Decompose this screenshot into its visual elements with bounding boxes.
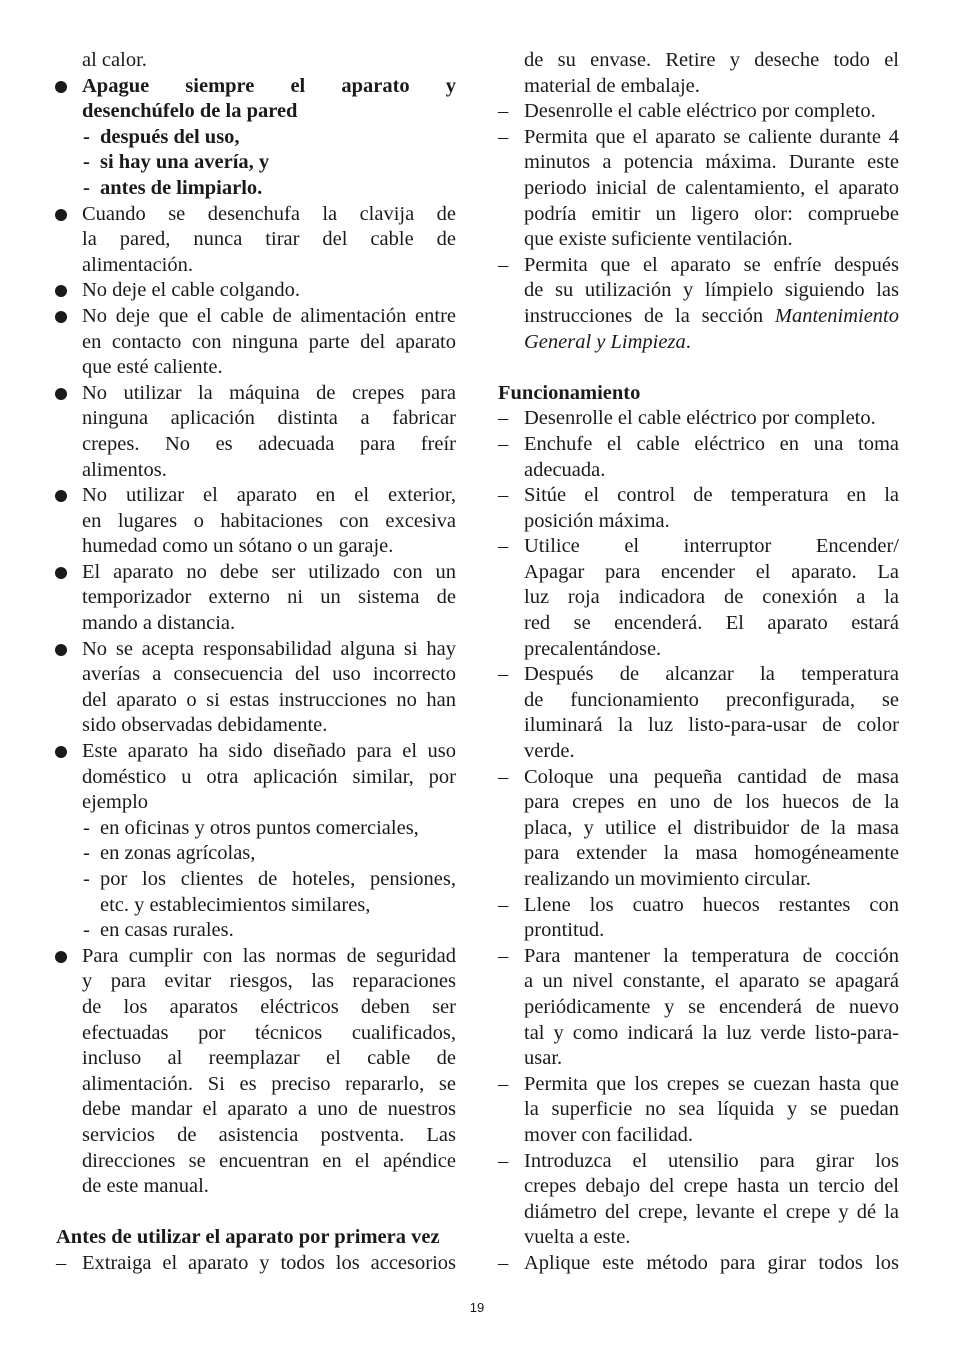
bullet-icon bbox=[55, 951, 67, 963]
text-line: desenchúfelo de la pared bbox=[82, 100, 298, 123]
dash-icon: – bbox=[498, 484, 509, 507]
text-line: Apagar para encender el aparato. La bbox=[524, 560, 899, 583]
text-line: para crepes en uno de los huecos de la bbox=[524, 791, 899, 814]
bullet-icon bbox=[55, 746, 67, 758]
bullet-item: No se acepta responsabilidad alguna si hay bbox=[56, 637, 456, 663]
text-line: de su envase. Retire y deseche todo el bbox=[524, 49, 899, 71]
dash-icon: – bbox=[498, 253, 509, 276]
section-heading: Antes de utilizar el aparato por primera vez bbox=[56, 1226, 440, 1249]
text-line: incluso al reemplazar el cable de bbox=[82, 1047, 456, 1070]
dash-item: – Para mantener la temperatura de cocción bbox=[498, 944, 899, 970]
text-line: doméstico u otra aplicación similar, por bbox=[82, 765, 456, 788]
text-line: instrucciones de la sección Mantenimiento bbox=[524, 304, 899, 327]
text-line: de los aparatos eléctricos deben ser bbox=[82, 995, 456, 1018]
text-line: que existe suficiente ventilación. bbox=[524, 228, 793, 251]
section-heading: Funcionamiento bbox=[498, 381, 641, 404]
bullet-item: No deje que el cable de alimentación entre bbox=[56, 304, 456, 330]
dash-icon: - bbox=[83, 176, 90, 199]
text-line: verde. bbox=[524, 740, 575, 763]
text-line: crepes debajo del crepe hasta un tercio del bbox=[524, 1175, 899, 1198]
dash-item: – Permita que el aparato se enfríe después bbox=[498, 253, 899, 279]
text-line: servicios de asistencia postventa. Las bbox=[82, 1123, 456, 1146]
dash-icon: - bbox=[83, 151, 90, 174]
dash-icon: - bbox=[83, 868, 90, 890]
dash-item: – Coloque una pequeña cantidad de masa bbox=[498, 765, 899, 791]
sub-item: - en zonas agrícolas, bbox=[56, 841, 456, 867]
sub-item: - en casas rurales. bbox=[56, 918, 456, 944]
text-line: que esté caliente. bbox=[82, 356, 223, 379]
dash-item: – Permita que el aparato se caliente durante 4 bbox=[498, 125, 899, 151]
text-line: precalentándose. bbox=[524, 637, 662, 660]
text-line: sido observadas debidamente. bbox=[82, 714, 328, 737]
text-line: mover con facilidad. bbox=[524, 1123, 694, 1146]
text-line: la superficie no sea líquida y se puedan bbox=[524, 1098, 899, 1121]
text-line: direcciones se encuentran en el apéndice bbox=[82, 1149, 456, 1172]
text-line: periodo inicial de calentamiento, el aparato bbox=[524, 176, 899, 199]
text-line: placa, y utilice el distribuidor de la masa bbox=[524, 816, 899, 839]
left-column bbox=[56, 48, 456, 1277]
text-line: en lugares o habitaciones con excesiva bbox=[82, 509, 456, 532]
text-line: alimentación. Si es preciso repararlo, se bbox=[82, 1072, 456, 1095]
text-line: crepes. No es adecuada para freír bbox=[82, 432, 456, 455]
dash-icon: – bbox=[498, 1072, 509, 1095]
text-line: de este manual. bbox=[82, 1175, 209, 1198]
sub-item: - si hay una avería, y bbox=[56, 150, 456, 176]
text-line: General y Limpieza. bbox=[524, 330, 691, 353]
text-line: luz roja indicadora de conexión a la bbox=[524, 586, 899, 609]
text-line: realizando un movimiento circular. bbox=[524, 868, 811, 890]
bullet-item: Cuando se desenchufa la clavija de bbox=[56, 202, 456, 228]
text-line: en contacto con ninguna parte del aparato bbox=[82, 330, 456, 353]
text-line: de funcionamiento preconfigurada, se bbox=[524, 688, 899, 711]
bullet-icon bbox=[55, 490, 67, 502]
dash-icon: – bbox=[498, 944, 509, 967]
text-line: del aparato o si estas instrucciones no han bbox=[82, 688, 456, 711]
bullet-item: Para cumplir con las normas de seguridad bbox=[56, 944, 456, 970]
dash-item: – Introduzca el utensilio para girar los bbox=[498, 1149, 899, 1175]
dash-icon: - bbox=[83, 816, 90, 839]
bullet-icon bbox=[55, 644, 67, 656]
text-line: a un nivel constante, el aparato se apagará bbox=[524, 970, 899, 993]
sub-item: - después del uso, bbox=[56, 125, 456, 151]
text-line: podría emitir un ligero olor: compruebe bbox=[524, 202, 899, 225]
dash-item: – Desenrolle el cable eléctrico por completo. bbox=[498, 99, 899, 125]
text-line: red se encenderá. El aparato estará bbox=[524, 612, 899, 635]
text-line: iluminará la luz listo-para-usar de color bbox=[524, 714, 899, 737]
bullet-icon bbox=[55, 285, 67, 297]
sub-item: - por los clientes de hoteles, pensiones, bbox=[56, 867, 456, 893]
text-line: debe mandar el aparato a uno de nuestros bbox=[82, 1098, 456, 1121]
bullet-icon bbox=[55, 311, 67, 323]
text-line: alimentos. bbox=[82, 458, 167, 481]
text-line: material de embalaje. bbox=[524, 74, 700, 97]
sub-item: - antes de limpiarlo. bbox=[56, 176, 456, 202]
spacer bbox=[56, 1200, 456, 1226]
dash-icon: – bbox=[498, 432, 509, 455]
bullet-item: Este aparato ha sido diseñado para el uso bbox=[56, 739, 456, 765]
text-line: al calor. bbox=[82, 49, 147, 71]
bullet-icon bbox=[55, 388, 67, 400]
bullet-icon bbox=[55, 81, 67, 93]
text-line: efectuadas por técnicos cualificados, bbox=[82, 1021, 456, 1044]
text-line: temporizador externo ni un sistema de bbox=[82, 586, 456, 609]
bullet-item bbox=[56, 74, 456, 100]
dash-item: – Llene los cuatro huecos restantes con bbox=[498, 893, 899, 919]
right-column bbox=[498, 48, 899, 1277]
text-line: tal y como indicará la luz verde listo-para- bbox=[524, 1021, 899, 1044]
dash-item: – Utilice el interruptor Encender/ bbox=[498, 534, 899, 560]
text-line: ejemplo bbox=[82, 791, 149, 814]
text-line: prontitud. bbox=[524, 919, 605, 942]
dash-icon: – bbox=[498, 893, 509, 916]
dash-item: – Extraiga el aparato y todos los accesorios bbox=[56, 1251, 456, 1277]
text-line: diámetro del crepe, levante el crepe y dé la bbox=[524, 1200, 899, 1223]
dash-item: – Desenrolle el cable eléctrico por completo. bbox=[498, 406, 899, 432]
spacer bbox=[498, 355, 899, 381]
dash-icon: – bbox=[498, 100, 509, 123]
dash-item: – Después de alcanzar la temperatura bbox=[498, 662, 899, 688]
text-line: alimentación. bbox=[82, 253, 193, 276]
text-line: etc. y establecimientos similares, bbox=[100, 893, 371, 916]
dash-icon: – bbox=[498, 1251, 509, 1274]
dash-icon: – bbox=[498, 407, 509, 430]
dash-icon: - bbox=[83, 125, 90, 148]
dash-icon: – bbox=[498, 125, 509, 148]
bullet-item: El aparato no debe ser utilizado con un bbox=[56, 560, 456, 586]
bullet-item: No utilizar el aparato en el exterior, bbox=[56, 483, 456, 509]
text-line: posición máxima. bbox=[524, 509, 670, 532]
dash-icon: – bbox=[498, 535, 509, 558]
text-line: para extender la masa homogéneamente bbox=[524, 842, 899, 865]
text-line: averías a consecuencia del uso incorrecto bbox=[82, 663, 456, 686]
text-line: y para evitar riesgos, las reparaciones bbox=[82, 970, 456, 993]
dash-icon: – bbox=[498, 1149, 509, 1172]
dash-item: – Enchufe el cable eléctrico en una toma bbox=[498, 432, 899, 458]
text-line: periódicamente y se encenderá de nuevo bbox=[524, 995, 899, 1018]
bullet-item: No deje el cable colgando. bbox=[56, 278, 456, 304]
text-line: ninguna aplicación distinta a fabricar bbox=[82, 407, 456, 430]
text-line: mando a distancia. bbox=[82, 612, 236, 635]
sub-item: - en oficinas y otros puntos comerciales, bbox=[56, 816, 456, 842]
dash-icon: – bbox=[498, 765, 509, 788]
bullet-icon bbox=[55, 209, 67, 221]
text-line: vuelta a este. bbox=[524, 1226, 631, 1249]
text-line: Apague siempre el aparato y bbox=[82, 74, 456, 97]
bullet-item: No utilizar la máquina de crepes para bbox=[56, 381, 456, 407]
text-line: adecuada. bbox=[524, 458, 606, 481]
page-number: 19 bbox=[469, 1300, 485, 1315]
text-line: de su utilización y límpielo siguiendo las bbox=[524, 279, 899, 302]
dash-icon: - bbox=[83, 842, 90, 865]
dash-icon: - bbox=[83, 919, 90, 942]
dash-item: – Sitúe el control de temperatura en la bbox=[498, 483, 899, 509]
text-line: minutos a potencia máxima. Durante este bbox=[524, 151, 899, 174]
text-line: usar. bbox=[524, 1047, 563, 1070]
dash-item: – Permita que los crepes se cuezan hasta que bbox=[498, 1072, 899, 1098]
text-line: humedad como un sótano o un garaje. bbox=[82, 535, 394, 558]
dash-icon: – bbox=[56, 1251, 67, 1274]
text-line: la pared, nunca tirar del cable de bbox=[82, 228, 456, 251]
dash-item: – Aplique este método para girar todos los bbox=[498, 1251, 899, 1277]
dash-icon: – bbox=[498, 663, 509, 686]
bullet-icon bbox=[55, 567, 67, 579]
